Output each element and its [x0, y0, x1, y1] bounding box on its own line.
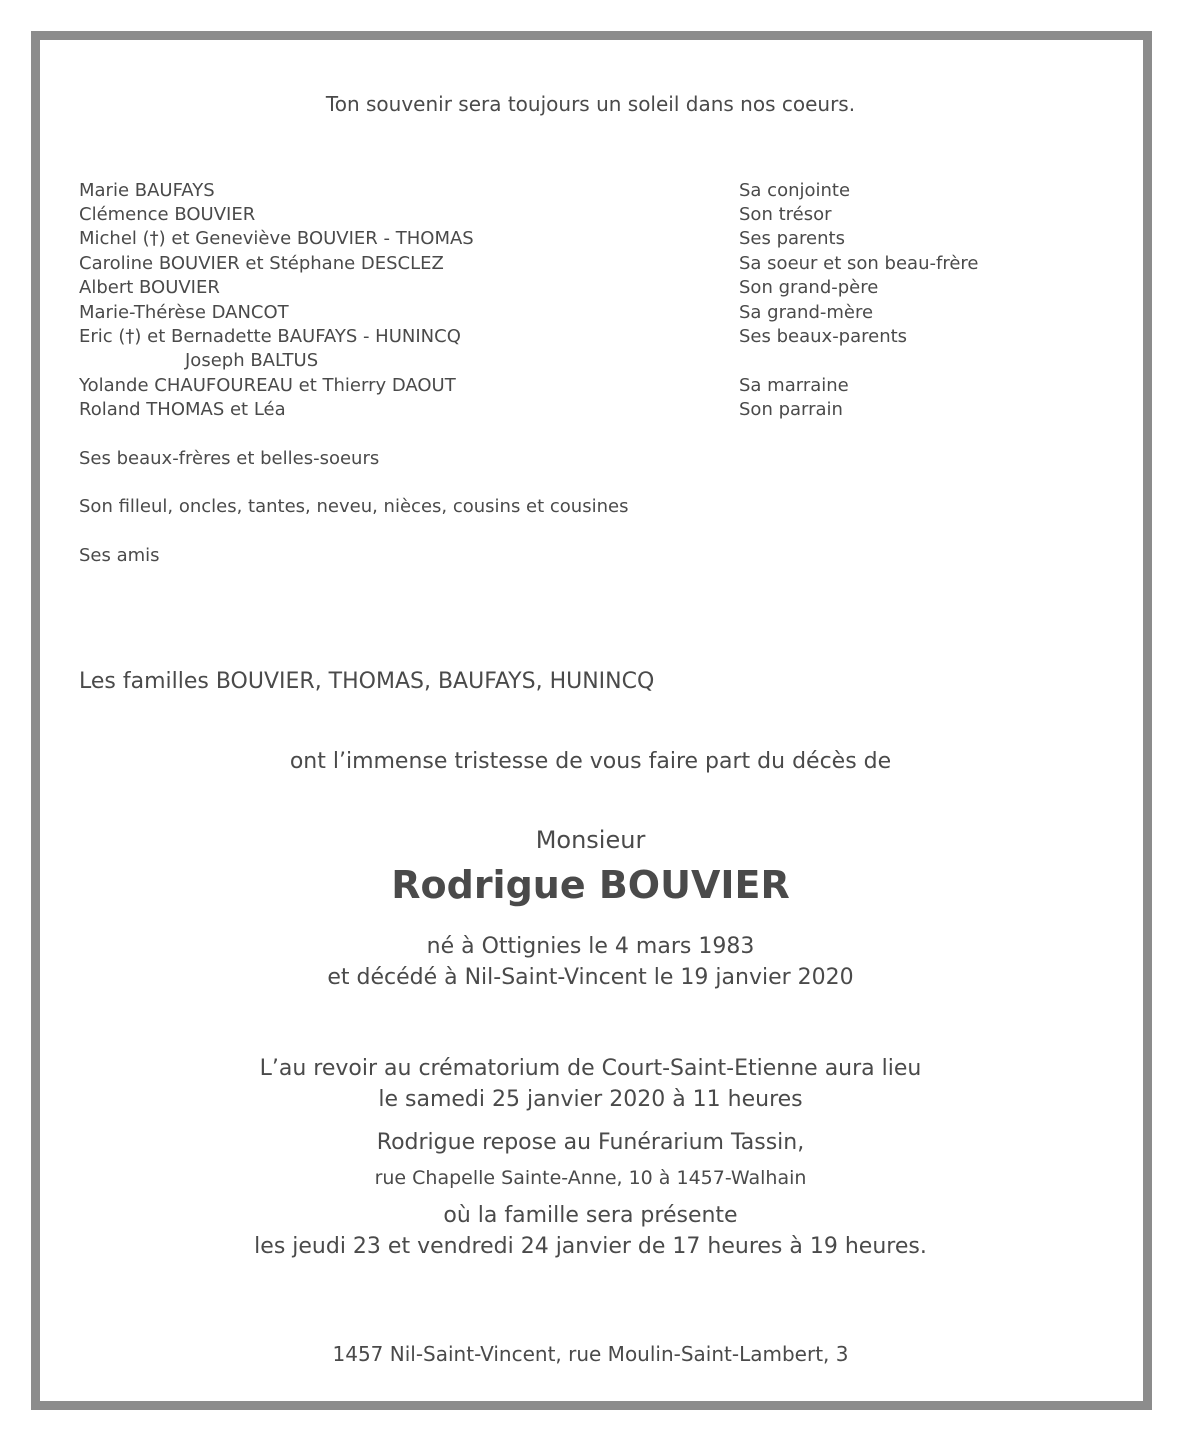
- relative-name: Caroline BOUVIER et Stéphane DESCLEZ: [79, 253, 444, 274]
- families-line: Les familles BOUVIER, THOMAS, BAUFAYS, HUNINCQ: [79, 669, 655, 694]
- birth-line: né à Ottignies le 4 mars 1983: [426, 934, 755, 959]
- motto: Ton souvenir sera toujours un soleil dans nos coeurs.: [325, 92, 856, 116]
- relative-name: Clémence BOUVIER: [79, 204, 256, 225]
- funerarium-line: Rodrigue repose au Funérarium Tassin,: [376, 1130, 805, 1155]
- death-line: et décédé à Nil-Saint-Vincent le 19 janvier 2020: [327, 965, 854, 990]
- deceased-title: Monsieur: [535, 826, 646, 854]
- relative-name: Joseph BALTUS: [185, 350, 319, 371]
- relative-name: Marie-Thérèse DANCOT: [79, 302, 289, 323]
- relatives-group: Ses amis: [79, 545, 160, 566]
- deceased-name: Rodrigue BOUVIER: [391, 863, 790, 907]
- relative-relation: Son trésor: [739, 204, 832, 225]
- relative-name: Michel (†) et Geneviève BOUVIER - THOMAS: [79, 228, 474, 249]
- relative-name: Eric (†) et Bernadette BAUFAYS - HUNINCQ: [79, 326, 461, 347]
- relatives-group: Ses beaux-frères et belles-soeurs: [79, 448, 380, 469]
- relative-name: Albert BOUVIER: [79, 277, 220, 298]
- relative-relation: Ses beaux-parents: [739, 326, 908, 347]
- relative-relation: Sa marraine: [739, 375, 849, 396]
- announcement: ont l’immense tristesse de vous faire part du décès de: [289, 749, 892, 774]
- relative-relation: Sa conjointe: [739, 180, 851, 201]
- family-presence: où la famille sera présente: [443, 1203, 738, 1228]
- ceremony-date: le samedi 25 janvier 2020 à 11 heures: [378, 1087, 803, 1112]
- relative-relation: Ses parents: [739, 228, 845, 249]
- relative-relation: Son parrain: [739, 399, 843, 420]
- funerarium-address: rue Chapelle Sainte-Anne, 10 à 1457-Walhain: [374, 1167, 807, 1189]
- relative-name: Roland THOMAS et Léa: [79, 399, 286, 420]
- relative-relation: Sa grand-mère: [739, 302, 874, 323]
- visiting-hours: les jeudi 23 et vendredi 24 janvier de 17 heures à 19 heures.: [254, 1234, 927, 1259]
- relative-name: Yolande CHAUFOUREAU et Thierry DAOUT: [79, 375, 456, 396]
- ceremony-line: L’au revoir au crématorium de Court-Saint-Etienne aura lieu: [259, 1056, 922, 1081]
- relatives-group: Son filleul, oncles, tantes, neveu, nièces, cousins et cousines: [79, 496, 629, 517]
- relative-relation: Sa soeur et son beau-frère: [739, 253, 979, 274]
- relative-name: Marie BAUFAYS: [79, 180, 215, 201]
- home-address: 1457 Nil-Saint-Vincent, rue Moulin-Saint-Lambert, 3: [332, 1342, 849, 1366]
- relative-relation: Son grand-père: [739, 277, 879, 298]
